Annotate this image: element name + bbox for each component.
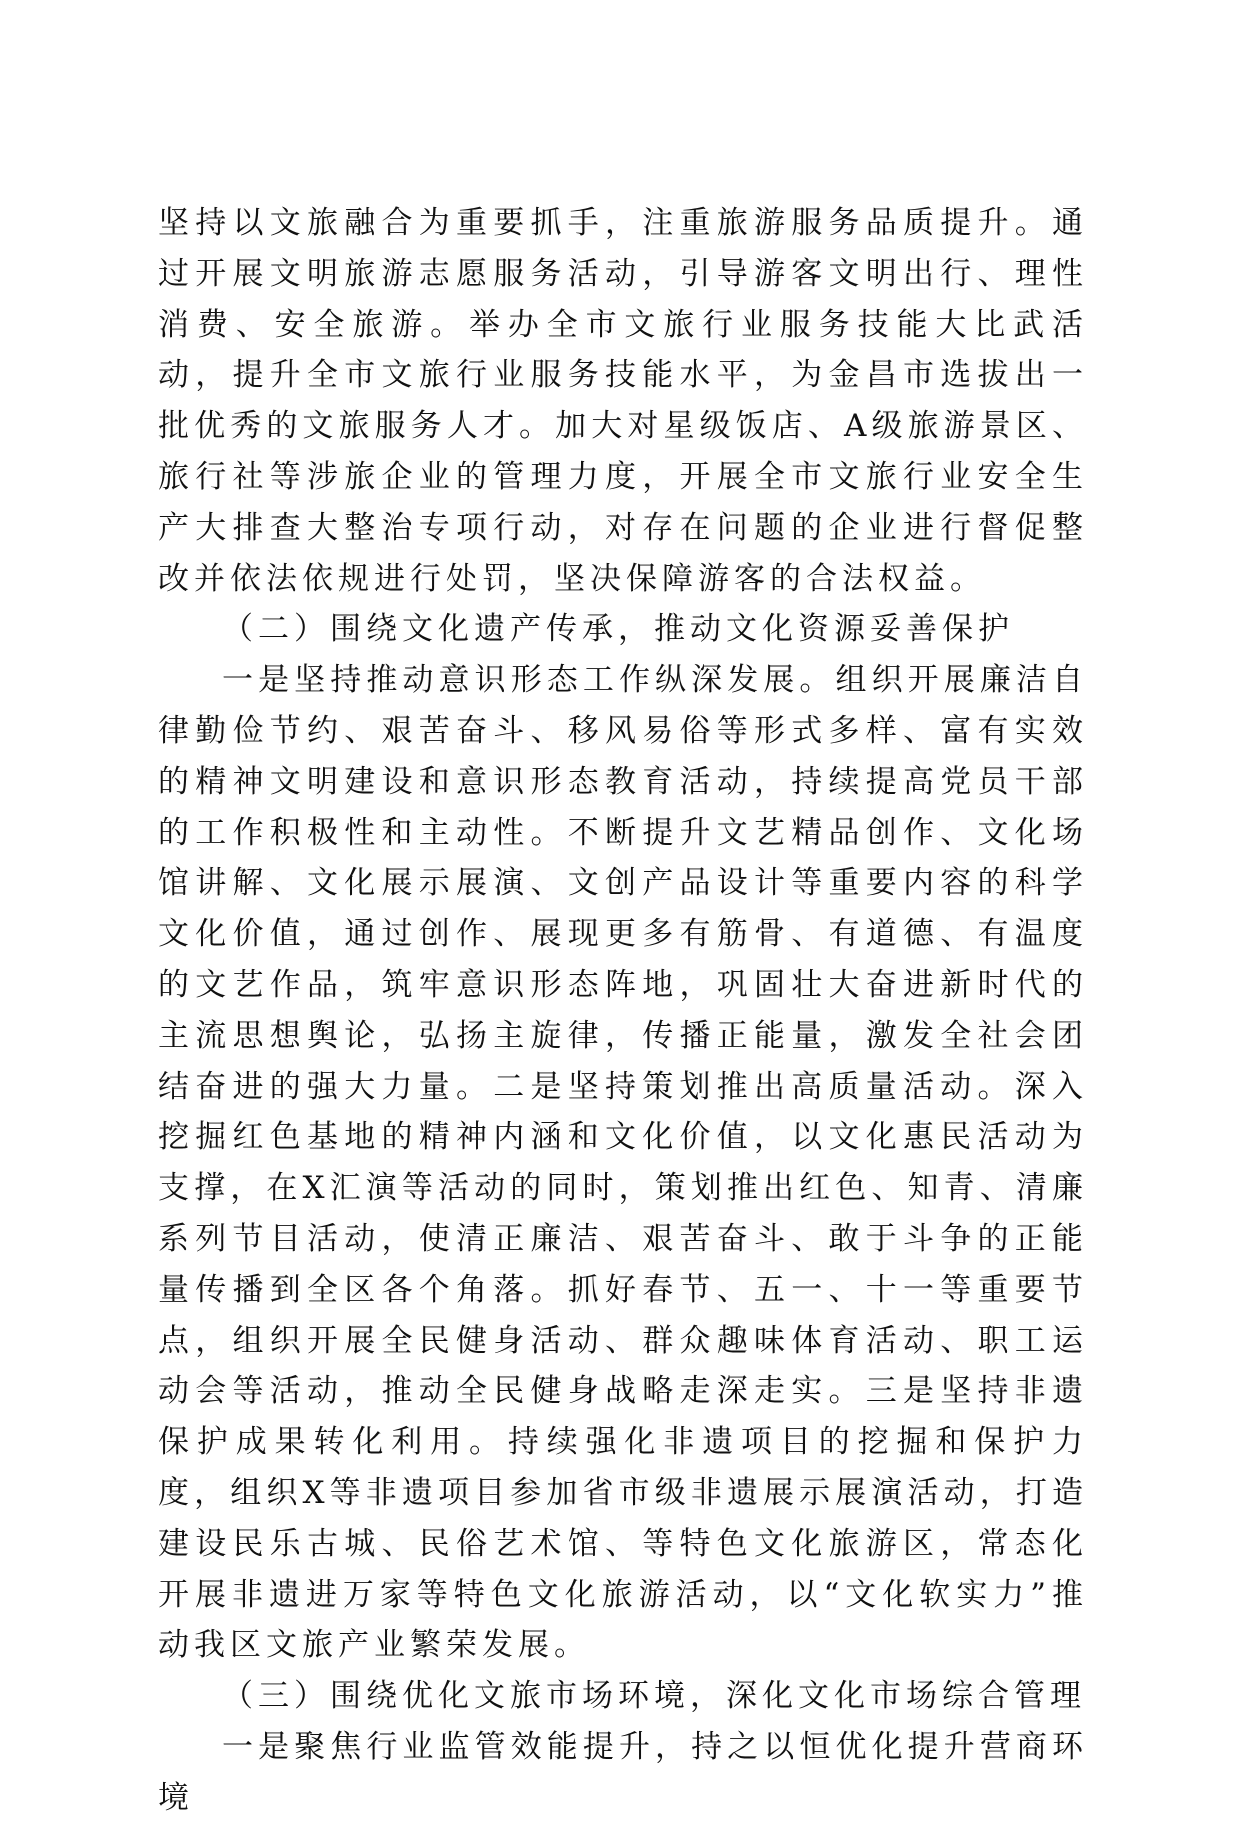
section-heading-3: （三）围绕优化文旅市场环境，深化文化市场综合管理 [222, 1678, 1086, 1715]
paragraph-cultural-heritage: 一是坚持推动意识形态工作纵深发展。组织开展廉洁自律勤俭节约、艰苦奋斗、移风易俗等形式多样、富有实效的精神文明建设和意识形态教育活动，持续提高党员干部的工作积极性和主动性。不断提升文艺精品创作、文化场馆讲解、文化展示展演、文创产品设计等重要内容的科学文化价值，通过创作、展现更多有筋骨、有道德、有温度的文艺作品，筑牢意识形态阵地，巩固壮大奋进新时代的主流思想舆论，弘扬主旋律，传播正能量，激发全社会团结奋进的强大力量。二是坚持策划推出高质量活动。深入挖掘红色基地的精神内涵和文化价值，以文化惠民活动为支撑，在X汇演等活动的同时，策划推出红色、知青、清廉系列节目活动，使清正廉洁、艰苦奋斗、敢于斗争的正能量传播到全区各个角落。抓好春节、五一、十一等重要节点，组织开展全民健身活动、群众趣味体育活动、职工运动会等活动，推动全民健身战略走深走实。三是坚持非遗保护成果转化利用。持续强化非遗项目的挖掘和保护力度，组织X等非遗项目参加省市级非遗展示展演活动，打造建设民乐古城、民俗艺术馆、等特色文化旅游区，常态化开展非遗进万家等特色文化旅游活动，以“文化软实力”推动我区文旅产业繁荣发展。 [158, 662, 1088, 1664]
paragraph-tourism-service: 坚持以文旅融合为重要抓手，注重旅游服务品质提升。通过开展文明旅游志愿服务活动，引导游客文明出行、理性消费、安全旅游。举办全市文旅行业服务技能大比武活动，提升全市文旅行业服务技能水平，为金昌市选拔出一批优秀的文旅服务人才。加大对星级饭店、A级旅游景区、旅行社等涉旅企业的管理力度，开展全市文旅行业安全生产大排查大整治专项行动，对存在问题的企业进行督促整改并依法依规进行处罚，坚决保障游客的合法权益。 [158, 205, 1088, 597]
paragraph-market-supervision: 一是聚焦行业监管效能提升，持之以恒优化提升营商环境 [158, 1728, 1088, 1816]
document-body [158, 198, 1088, 1816]
section-heading-2: （二）围绕文化遗产传承，推动文化资源妥善保护 [222, 611, 1014, 648]
